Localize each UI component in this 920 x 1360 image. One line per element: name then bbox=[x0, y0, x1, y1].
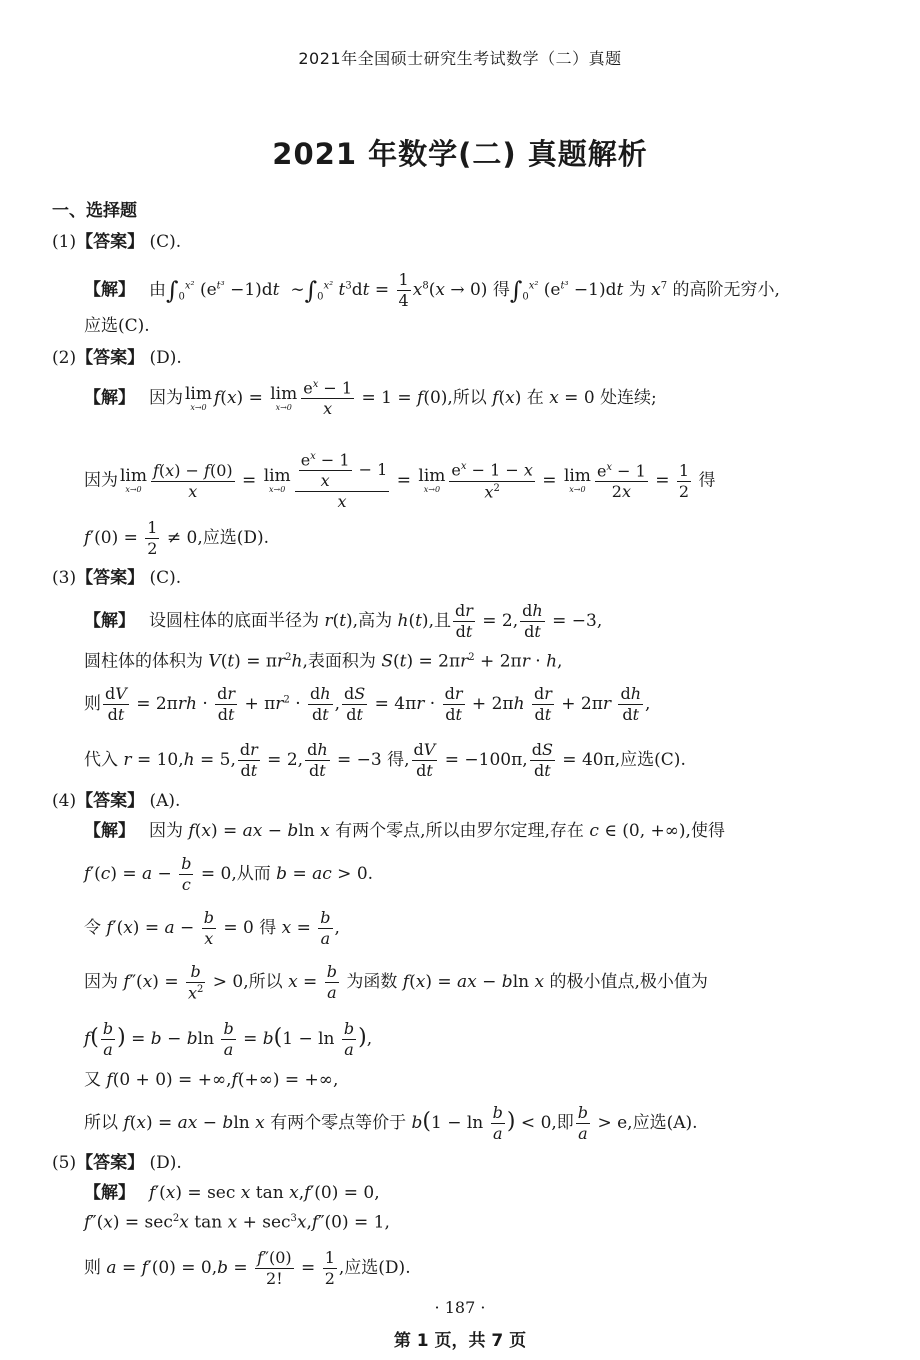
page-number: · 187 · bbox=[434, 1298, 486, 1317]
text-de: 得 bbox=[259, 918, 277, 938]
text-suoyi-2: 所以 bbox=[84, 1113, 118, 1133]
fraction-ex: $\frac{e^x - 1}{x}$ bbox=[303, 378, 353, 419]
text-yinwei-2: 因为 bbox=[84, 470, 118, 491]
text-you: 又 bbox=[84, 1070, 101, 1090]
expr-a: (e bbox=[199, 280, 217, 300]
text-choose-c: ,应选(C). bbox=[614, 750, 686, 770]
question-3-solution-line-2: 圆柱体的体积为 $V(t) = \pi r^2h$,表面积为 $S(t) = 2\pi r^2 + 2\pi r \cdot h$, bbox=[84, 651, 563, 672]
answer-value: (C). bbox=[149, 232, 182, 252]
fraction-ex3: $\frac{e^x - 1}{2x}$ bbox=[596, 460, 646, 501]
text-ji: ,即 bbox=[551, 1113, 574, 1133]
fraction-difference: $\frac{f(x) - f(0)}{x}$ bbox=[153, 460, 233, 501]
fraction-ex2: $\frac{e^x - 1 - x}{x^2}$ bbox=[451, 460, 533, 501]
question-2-solution-line-3: f′(0) = $\frac{1}{2}$ ≠ 0,应选(D). bbox=[84, 518, 270, 558]
page-footer: 第 1 页，共 7 页 bbox=[393, 1331, 527, 1351]
limit-2: lim x→0 bbox=[270, 383, 298, 412]
question-4-solution-line-5: f( $\frac{b}{a}$ ) = b − bln $\frac{b}{a}$ = b(1 − ln $\frac{b}{a}$ ), bbox=[84, 1019, 373, 1059]
text-substitute: 代入 bbox=[84, 750, 118, 770]
answer-tag: 【答案】 bbox=[76, 1153, 145, 1173]
limit-4: lim x→0 bbox=[263, 466, 291, 495]
text-and: ,且 bbox=[428, 611, 451, 631]
question-3-solution-line-4: 代入 r = 10,h = 5, $\frac{dr}{dt}$ = 2, $\frac{dh}{dt}$ = −3 得, $\frac{dV}{dt}$ = −100π, $\frac{dS}{dt}$ = 40π,应选(C). bbox=[84, 740, 686, 780]
question-1-answer bbox=[52, 234, 181, 251]
fraction-quarter: $\frac{1}{4}$ bbox=[398, 270, 409, 310]
question-3-solution-line-1: 【解】 设圆柱体的底面半径为 r(t),高为 h(t),且 $\frac{dr}{dt}$ = 2, $\frac{dh}{dt}$ = −3, bbox=[84, 601, 603, 641]
answer-value: (C). bbox=[149, 568, 182, 588]
text-suoyi: ,所以 bbox=[243, 972, 283, 993]
question-4-answer bbox=[52, 793, 180, 810]
limit-5: lim x→0 bbox=[418, 466, 446, 495]
answer-tag: 【答案】 bbox=[76, 348, 145, 368]
text-higher-order: 的高阶无穷小, bbox=[672, 280, 780, 300]
question-4-solution-line-2: f′(c) = a − $\frac{b}{c}$ = 0,从而 b = ac > 0. bbox=[84, 854, 374, 894]
question-4-solution-line-6: 又 f(0 + 0) = +∞,f(+∞) = +∞, bbox=[84, 1070, 339, 1090]
question-2-solution-line-1: 【解】 因为 lim x→0 f(x) = lim x→0 $\frac{e^x - 1}{x}$ = 1 = f(0),所以 f(x) 在 x = 0 处连续; bbox=[84, 378, 657, 419]
question-4-solution-line-1: 【解】 因为 f(x) = ax − bln x 有两个零点,所以由罗尔定理,存在 c ∈ (0, +∞),使得 bbox=[84, 821, 725, 841]
fraction-half: $\frac{1}{2}$ bbox=[678, 460, 690, 501]
fraction-half-2: $\frac{1}{2}$ bbox=[147, 518, 158, 558]
answer-tag: 【答案】 bbox=[76, 791, 145, 811]
text-yinwei: 因为 bbox=[149, 388, 183, 409]
page-header: 2021年全国硕士研究生考试数学（二）真题 bbox=[298, 49, 622, 68]
question-5-solution-line-2: $f''(x) = \sec^2x$ $\tan x + \sec^3x,f''(0) = 1$, bbox=[84, 1212, 390, 1233]
text-yinwei: 因为 bbox=[149, 821, 183, 841]
question-2-answer bbox=[52, 350, 182, 367]
answer-value: (D). bbox=[149, 1153, 182, 1173]
text-thus: ,从而 bbox=[231, 864, 271, 884]
question-3-solution-line-3: 则 $\frac{dV}{dt}$ = 2πrh · $\frac{dr}{dt}$ + $\pi r^2$ · $\frac{dh}{dt}$ , $\frac{dS}{dt}$ = 4πr · $\frac{dr}{dt}$ + 2πh $\frac{dr}{dt}$ + 2πr $\frac{dh}{dt}$ , bbox=[84, 684, 651, 724]
text-choose-a: ,应选(A). bbox=[627, 1113, 698, 1133]
question-number: (4) bbox=[52, 791, 77, 811]
integral-sign-3: ∫ bbox=[509, 276, 523, 305]
text-ze: 则 bbox=[84, 694, 101, 714]
question-1-solution-line-1: 【解】 由$\int_0^{x^2}$ $(e^{t^3} -1)dt$ $\sim\int_0^{x^2}$ $t^3dt$ = $\frac{1}{4}$ $x^8(x \to 0)$ 得$\int_0^{x^2}$ $(e^{t^3} -1)dt$ 为 $x^7$ 的高阶无穷小, bbox=[84, 270, 780, 310]
limit-3: lim x→0 bbox=[120, 466, 147, 495]
question-4-solution-line-7: 所以 f(x) = ax − bln x 有两个零点等价于 b(1 − ln $\frac{b}{a}$ ) < 0,即 $\frac{b}{a}$ > e,应选(A). bbox=[84, 1103, 698, 1143]
text-equivalent: 有两个零点等价于 bbox=[270, 1113, 407, 1133]
text-de: 得 bbox=[492, 280, 510, 300]
question-5-answer bbox=[52, 1155, 182, 1172]
section-heading: 一、选择题 bbox=[52, 201, 137, 221]
text-such-that: ,使得 bbox=[685, 821, 725, 841]
question-number: (1) bbox=[52, 232, 77, 252]
question-number: (5) bbox=[52, 1153, 77, 1173]
solution-tag: 【解】 bbox=[84, 611, 135, 631]
question-5-solution-line-1: 【解】 f′(x) = sec x tan x,f′(0) = 0, bbox=[84, 1183, 380, 1203]
question-4-solution-line-4: 因为 f″(x) = $\frac{b}{x^2}$ > 0,所以 x = $\frac{b}{a}$ 为函数 f(x) = ax − bln x 的极小值点,极小值为 bbox=[84, 962, 708, 1003]
solution-tag: 【解】 bbox=[84, 1183, 135, 1203]
question-1-solution-line-2: 应选(C). bbox=[84, 316, 150, 336]
answer-value: (D). bbox=[149, 348, 182, 368]
text-ling: 令 bbox=[84, 918, 101, 938]
question-5-solution-line-3: 则 a = f′(0) = 0,b = $\frac{f''(0)}{2!}$ = $\frac{1}{2}$ ,应选(D). bbox=[84, 1248, 411, 1288]
solution-tag: 【解】 bbox=[84, 821, 135, 841]
question-3-answer bbox=[52, 570, 181, 587]
limit-6: lim x→0 bbox=[563, 466, 591, 495]
text-rolle: 有两个零点,所以由罗尔定理,存在 bbox=[335, 821, 584, 841]
answer-value: (A). bbox=[149, 791, 181, 811]
text-suoyi: 所以 bbox=[452, 388, 487, 409]
answer-tag: 【答案】 bbox=[76, 232, 145, 252]
integral-sign-2: ∫ bbox=[304, 276, 318, 305]
text-de: 得 bbox=[387, 750, 405, 770]
sim-symbol: ∼ bbox=[290, 280, 305, 300]
question-number: (2) bbox=[52, 348, 77, 368]
text-surface: ,表面积为 bbox=[302, 651, 376, 672]
question-4-solution-line-3: 令 f′(x) = a − $\frac{b}{x}$ = 0 得 x = $\frac{b}{a}$ , bbox=[84, 908, 340, 948]
text-function: 为函数 bbox=[346, 972, 398, 993]
text-continuous: 处连续; bbox=[600, 388, 657, 409]
text-choose-d: ,应选(D). bbox=[338, 1258, 411, 1278]
question-2-solution-line-2: 因为 lim x→0 $\frac{f(x) - f(0)}{x}$ = lim x→0 $\frac{e^x - 1}{x}$ − 1 x = lim x→0 $\frac{e^x - 1 - x}{x^2}$ = lim x→0 $\frac{e^x - 1}{2x}$ = $\frac{1}{2}$ 得 bbox=[84, 450, 716, 512]
text-radius: 设圆柱体的底面半径为 bbox=[149, 611, 319, 631]
text-conclusion: ≠ 0,应选(D). bbox=[166, 528, 270, 548]
text-yinwei-2: 因为 bbox=[84, 972, 118, 993]
integral-sign: ∫ bbox=[166, 276, 179, 305]
solution-tag: 【解】 bbox=[84, 280, 135, 300]
text-height: ,高为 bbox=[352, 611, 393, 631]
text-volume: 圆柱体的体积为 bbox=[84, 651, 203, 672]
text-ze: 则 bbox=[84, 1258, 101, 1278]
answer-tag: 【答案】 bbox=[76, 568, 145, 588]
page-title: 2021 年数学(二) 真题解析 bbox=[272, 137, 648, 171]
text-de: 得 bbox=[698, 470, 716, 491]
text-minimum: 的极小值点,极小值为 bbox=[549, 972, 708, 993]
question-number: (3) bbox=[52, 568, 77, 588]
fraction-nested: $\frac{e^x - 1}{x}$ − 1 x bbox=[295, 452, 390, 510]
expr-b: −1)d bbox=[230, 280, 273, 300]
solution-tag: 【解】 bbox=[84, 388, 135, 409]
text-wei: 为 bbox=[628, 280, 646, 300]
limit: lim x→0 bbox=[185, 383, 212, 412]
text-zai: 在 bbox=[526, 388, 544, 409]
